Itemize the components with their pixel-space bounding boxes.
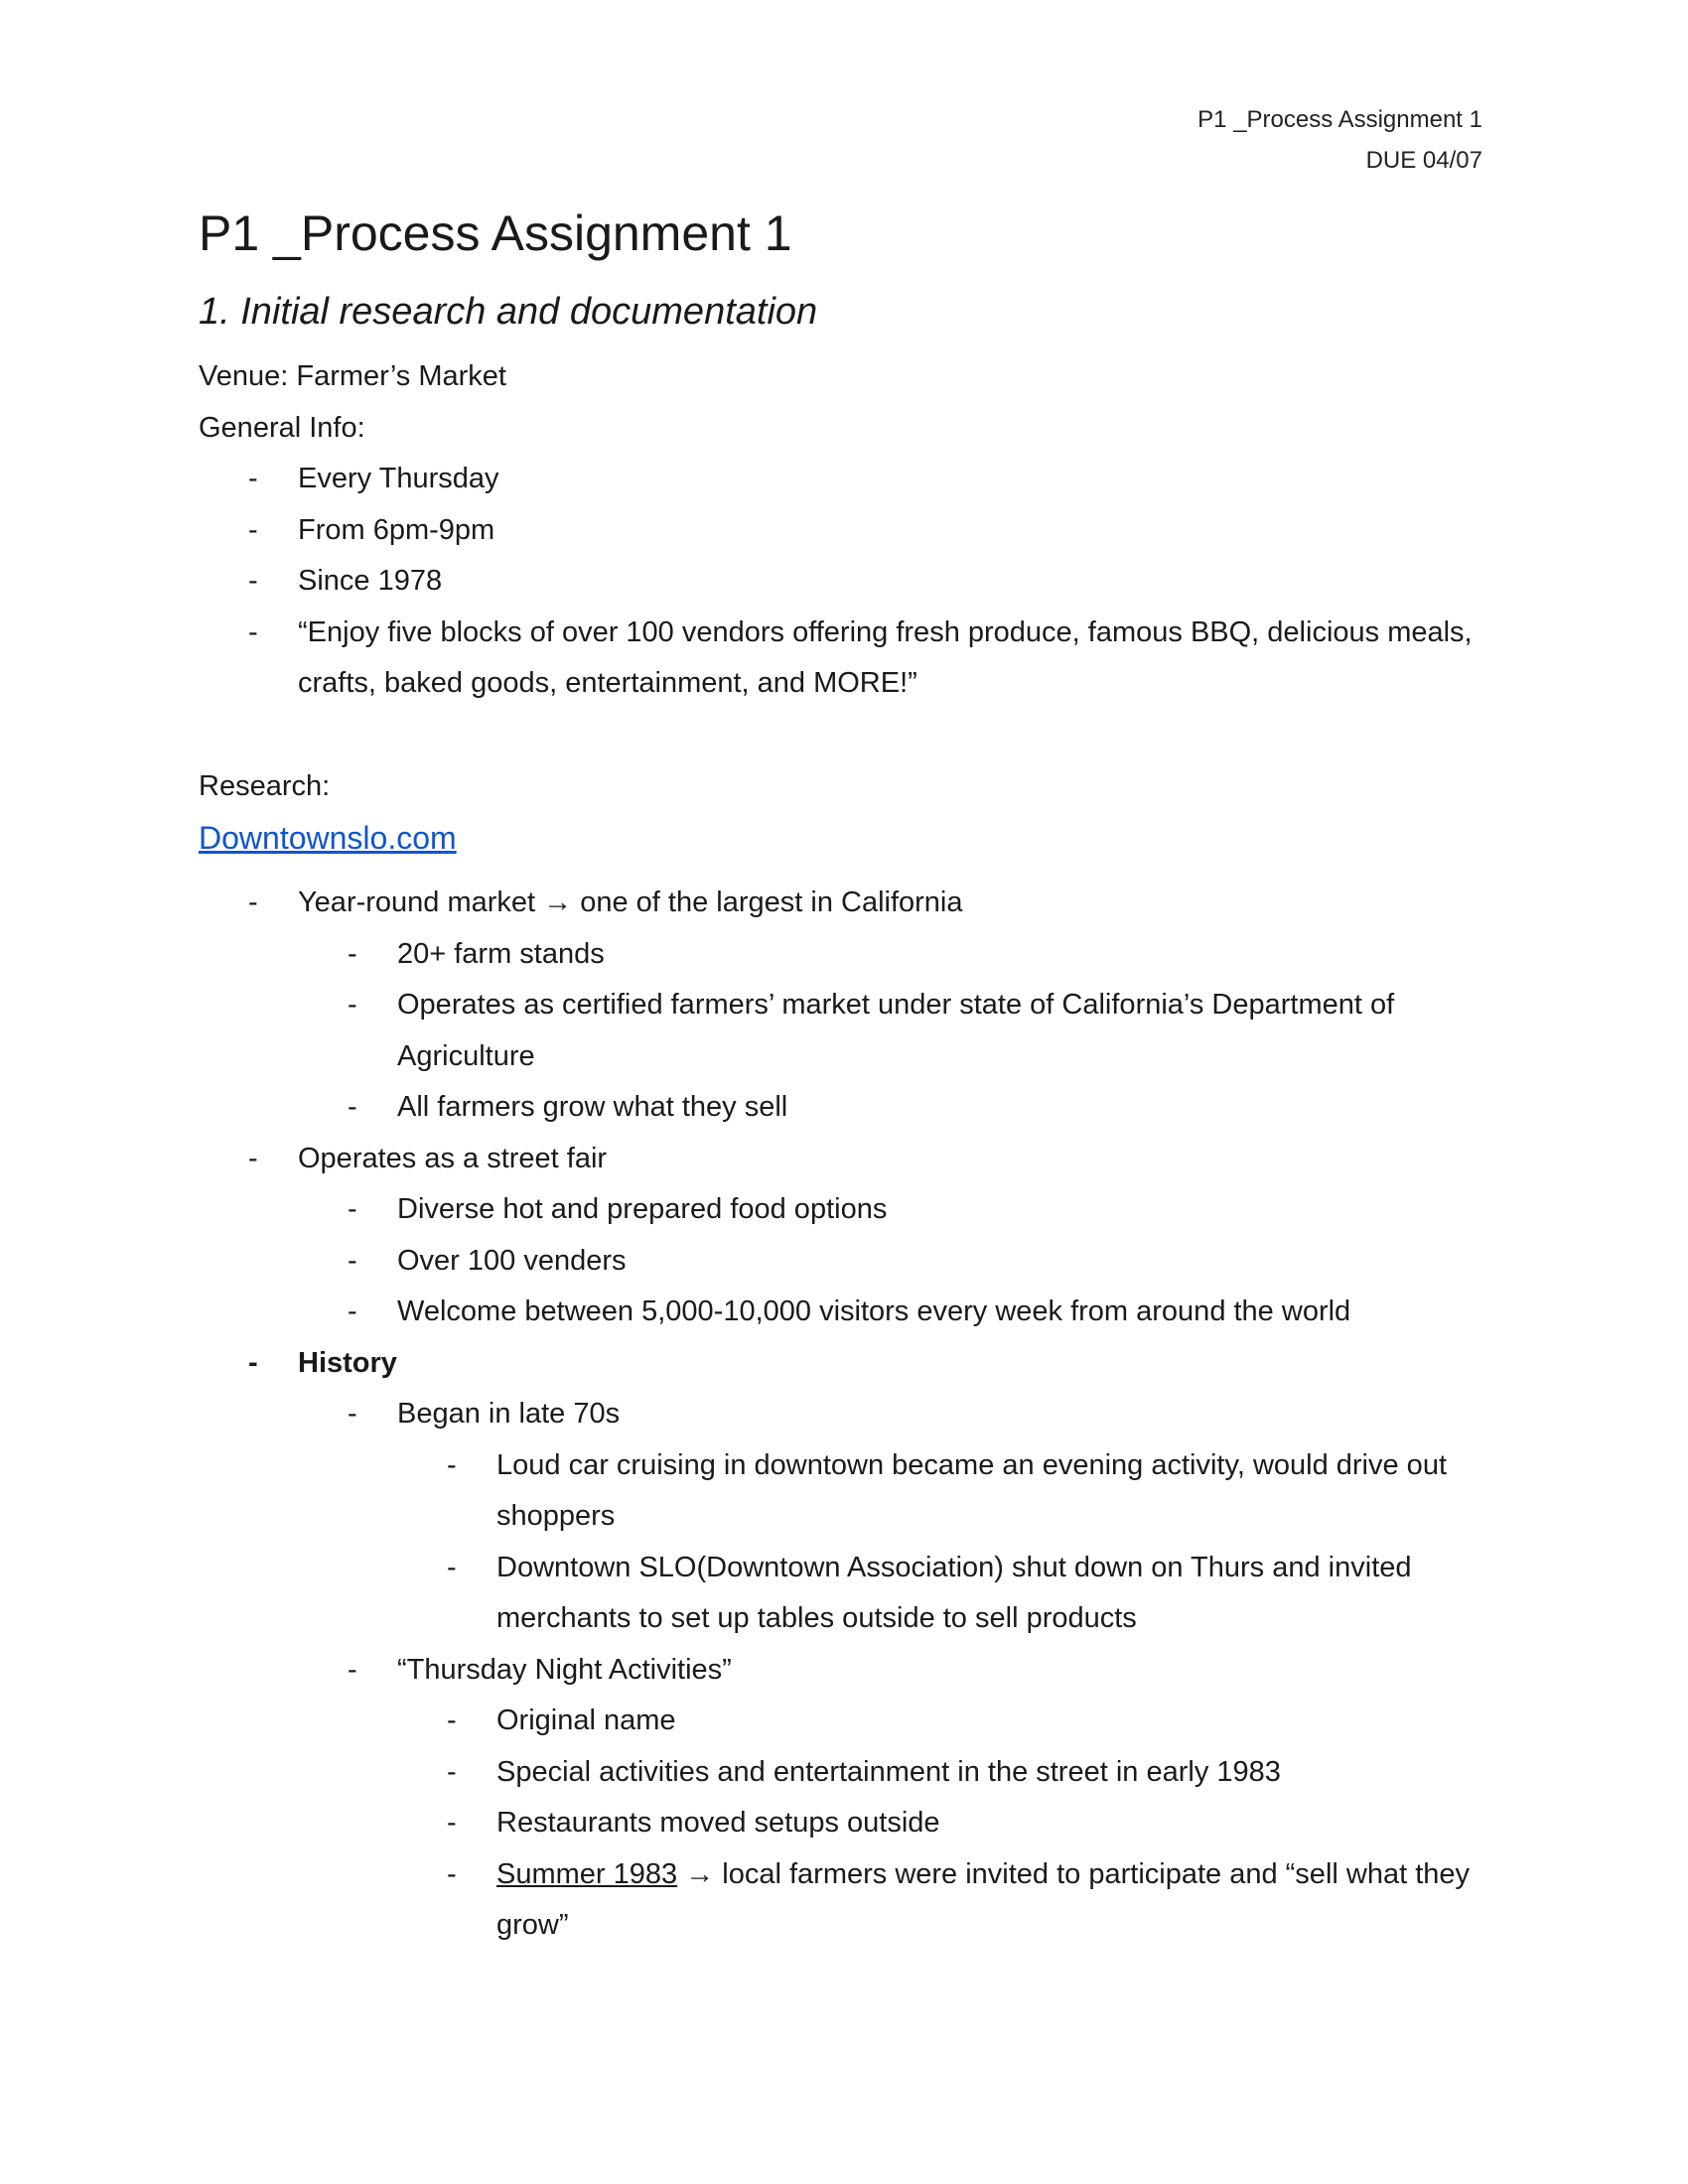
document-body [199,199,1489,1952]
list-item-history: - History - Began in late 70s - Loud car cruising in downtown became an evening activity, would drive out shoppers - Downtown SLO(Downtown Association) shut down on Thurs and invited merchants to set up tables outside to sell products - “Thursday Night Activities” - Original name - Special activities and entertainment in the street in early 1983 - Restaurants moved setups outside - Summer 1983 → local farmers were invited to participate and “sell what they grow” [199,1338,1489,1952]
list-item: - 20+ farm stands [298,929,1489,981]
list-item: - Operates as certified farmers’ market under state of California’s Department of Agriculture [298,980,1489,1082]
list-item: - Over 100 venders [298,1236,1489,1288]
general-info-label: General Info: [199,411,365,444]
header-due-date: DUE 04/07 [1365,147,1482,174]
sub-list [298,929,1489,1134]
venue-line: Venue: Farmer’s Market [199,360,506,392]
list-item: - Loud car cruising in downtown became an evening activity, would drive out shoppers [397,1440,1489,1543]
list-item: - Since 1978 [199,556,1489,608]
list-item: - “Thursday Night Activities” - Original name - Special activities and entertainment in the street in early 1983 - Restaurants moved setups outside - Summer 1983 → local farmers were invited to participate and “sell what they grow” [298,1645,1489,1952]
header-title: P1 _Process Assignment 1 [1197,106,1482,133]
research-link[interactable]: Downtownslo.com [199,820,457,856]
list-item: - From 6pm-9pm [199,505,1489,557]
list-item: - “Enjoy five blocks of over 100 vendors offering fresh produce, famous BBQ, delicious meals, crafts, baked goods, entertainment, and MORE!” [199,608,1489,710]
list-item: - Downtown SLO(Downtown Association) shut down on Thurs and invited merchants to set up tables outside to sell products [397,1543,1489,1645]
list-item: - Year-round market → one of the largest in California - 20+ farm stands - Operates as certified farmers’ market under state of California’s Department of Agriculture - All farmers grow what they sell [199,878,1489,1134]
page-header [1197,99,1482,181]
sub-sub-list [397,1696,1489,1952]
list-item: - Every Thursday [199,454,1489,505]
section-heading: 1. Initial research and documentation [199,291,818,333]
list-item: - Operates as a street fair - Diverse hot and prepared food options - Over 100 venders - Welcome between 5,000-10,000 visitors every week from around the world [199,1134,1489,1338]
list-item: - Welcome between 5,000-10,000 visitors every week from around the world [298,1287,1489,1338]
list-item: - Diverse hot and prepared food options [298,1184,1489,1236]
summer-text: → local farmers were invited to participate and “sell what they grow” [496,1857,1471,1941]
sub-list [298,1389,1489,1952]
spacer [199,710,1489,761]
list-item: - Special activities and entertainment in the street in early 1983 [397,1747,1489,1799]
list-item: - Restaurants moved setups outside [397,1798,1489,1849]
document-title: P1 _Process Assignment 1 [199,205,792,261]
list-item [397,1849,1489,1952]
research-label: Research: [199,769,331,802]
general-info-list [199,454,1489,710]
research-list [199,878,1489,1952]
list-item: - Original name [397,1696,1489,1747]
sub-sub-list [397,1440,1489,1645]
underlined-date: Summer 1983 [496,1857,678,1890]
list-item: - All farmers grow what they sell [298,1082,1489,1134]
list-item: - Began in late 70s - Loud car cruising in downtown became an evening activity, would drive out shoppers - Downtown SLO(Downtown Association) shut down on Thurs and invited merchants to set up tables outside to sell products [298,1389,1489,1645]
sub-list [298,1184,1489,1338]
